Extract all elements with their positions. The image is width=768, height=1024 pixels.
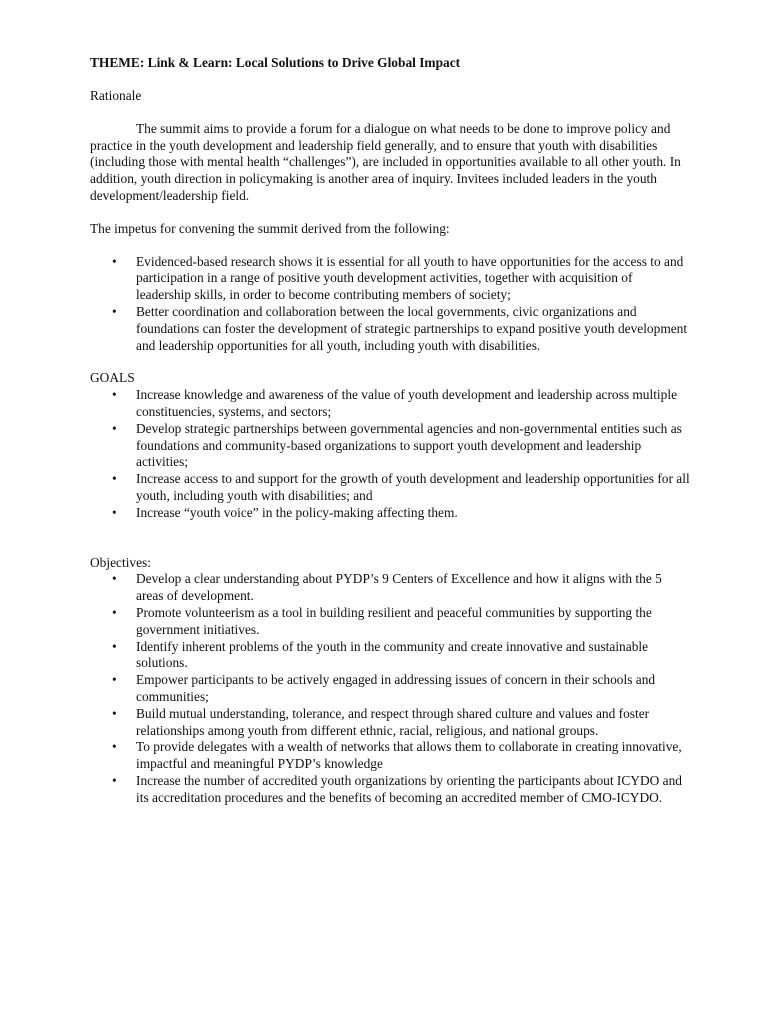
list-item-text: Identify inherent problems of the youth in the community and create innovative and sustainable solutions. bbox=[136, 638, 649, 671]
bullet-icon: • bbox=[112, 604, 117, 620]
list-item-text: Better coordination and collaboration between the local governments, civic organizations and foundations can foster the development of strategic partnerships to expand positive youth development and leadership opportunities for all youth, including youth with disabilities. bbox=[136, 303, 688, 353]
document-title: THEME: Link & Learn: Local Solutions to Drive Global Impact bbox=[90, 55, 461, 70]
bullet-icon: • bbox=[112, 638, 117, 654]
rationale-heading: Rationale bbox=[90, 88, 142, 103]
list-item-text: Develop a clear understanding about PYDP’s 9 Centers of Excellence and how it aligns with the 5 areas of development. bbox=[136, 571, 662, 604]
list-item-text: To provide delegates with a wealth of networks that allows them to collaborate in creating innovative, impactful and meaningful PYDP’s knowledge bbox=[136, 739, 682, 772]
list-item-text: Increase the number of accredited youth organizations by orienting the participants about ICYDO and its accreditation procedures and the benefits of becoming an accredited member of CMO-ICYDO. bbox=[136, 772, 682, 805]
bullet-icon: • bbox=[112, 253, 117, 269]
bullet-icon: • bbox=[112, 420, 117, 436]
list-item bbox=[90, 304, 690, 354]
goals-list bbox=[90, 387, 690, 521]
list-item bbox=[90, 571, 690, 605]
list-item-text: Increase access to and support for the growth of youth development and leadership opportunities for all youth, including youth with disabilities; and bbox=[136, 471, 690, 503]
list-item bbox=[90, 639, 690, 673]
list-item-text: Promote volunteerism as a tool in building resilient and peaceful communities by supporting the government initiatives. bbox=[136, 604, 652, 637]
bullet-icon: • bbox=[112, 772, 117, 788]
list-item bbox=[90, 706, 690, 740]
impetus-list bbox=[90, 254, 690, 355]
list-item bbox=[90, 254, 690, 304]
list-item bbox=[90, 471, 690, 505]
bullet-icon: • bbox=[112, 387, 117, 403]
impetus-intro: The impetus for convening the summit derived from the following: bbox=[90, 220, 450, 236]
list-item-text: Develop strategic partnerships between governmental agencies and non-governmental entities such as foundations and community-based organizations to support youth development and leadership activities; bbox=[136, 420, 682, 470]
list-item-text: Evidenced-based research shows it is essential for all youth to have opportunities for the access to and participation in a range of positive youth development activities, together with acquisition of leadership skills, in order to become contributing members of society; bbox=[136, 253, 684, 303]
bullet-icon: • bbox=[112, 303, 117, 319]
list-item bbox=[90, 739, 690, 773]
objectives-list bbox=[90, 571, 690, 806]
list-item-text: Increase “youth voice” in the policy-making affecting them. bbox=[136, 504, 458, 520]
objectives-heading: Objectives: bbox=[90, 554, 151, 570]
list-item bbox=[90, 421, 690, 471]
bullet-icon: • bbox=[112, 471, 117, 487]
rationale-paragraph: The summit aims to provide a forum for a dialogue on what needs to be done to improve policy and practice in the youth development and leadership field generally, and to ensure that youth with disabilities (including those with mental health “challenges”), are included in opportunities available to all other youth. In addition, youth direction in policymaking is another area of inquiry. Invitees included leaders in the youth development/leadership field. bbox=[90, 120, 681, 203]
document-page bbox=[90, 55, 690, 806]
list-item bbox=[90, 505, 690, 522]
bullet-icon: • bbox=[112, 571, 117, 587]
list-item bbox=[90, 773, 690, 807]
bullet-icon: • bbox=[112, 705, 117, 721]
bullet-icon: • bbox=[112, 739, 117, 755]
goals-heading: GOALS bbox=[90, 370, 135, 386]
list-item bbox=[90, 672, 690, 706]
list-item bbox=[90, 605, 690, 639]
list-item-text: Increase knowledge and awareness of the value of youth development and leadership across multiple constituencies, systems, and sectors; bbox=[136, 387, 678, 419]
list-item-text: Build mutual understanding, tolerance, and respect through shared culture and values and foster relationships among youth from different ethnic, racial, religious, and national groups. bbox=[136, 705, 650, 738]
bullet-icon: • bbox=[112, 504, 117, 520]
list-item-text: Empower participants to be actively engaged in addressing issues of concern in their schools and communities; bbox=[136, 672, 656, 704]
list-item bbox=[90, 387, 690, 421]
bullet-icon: • bbox=[112, 672, 117, 688]
